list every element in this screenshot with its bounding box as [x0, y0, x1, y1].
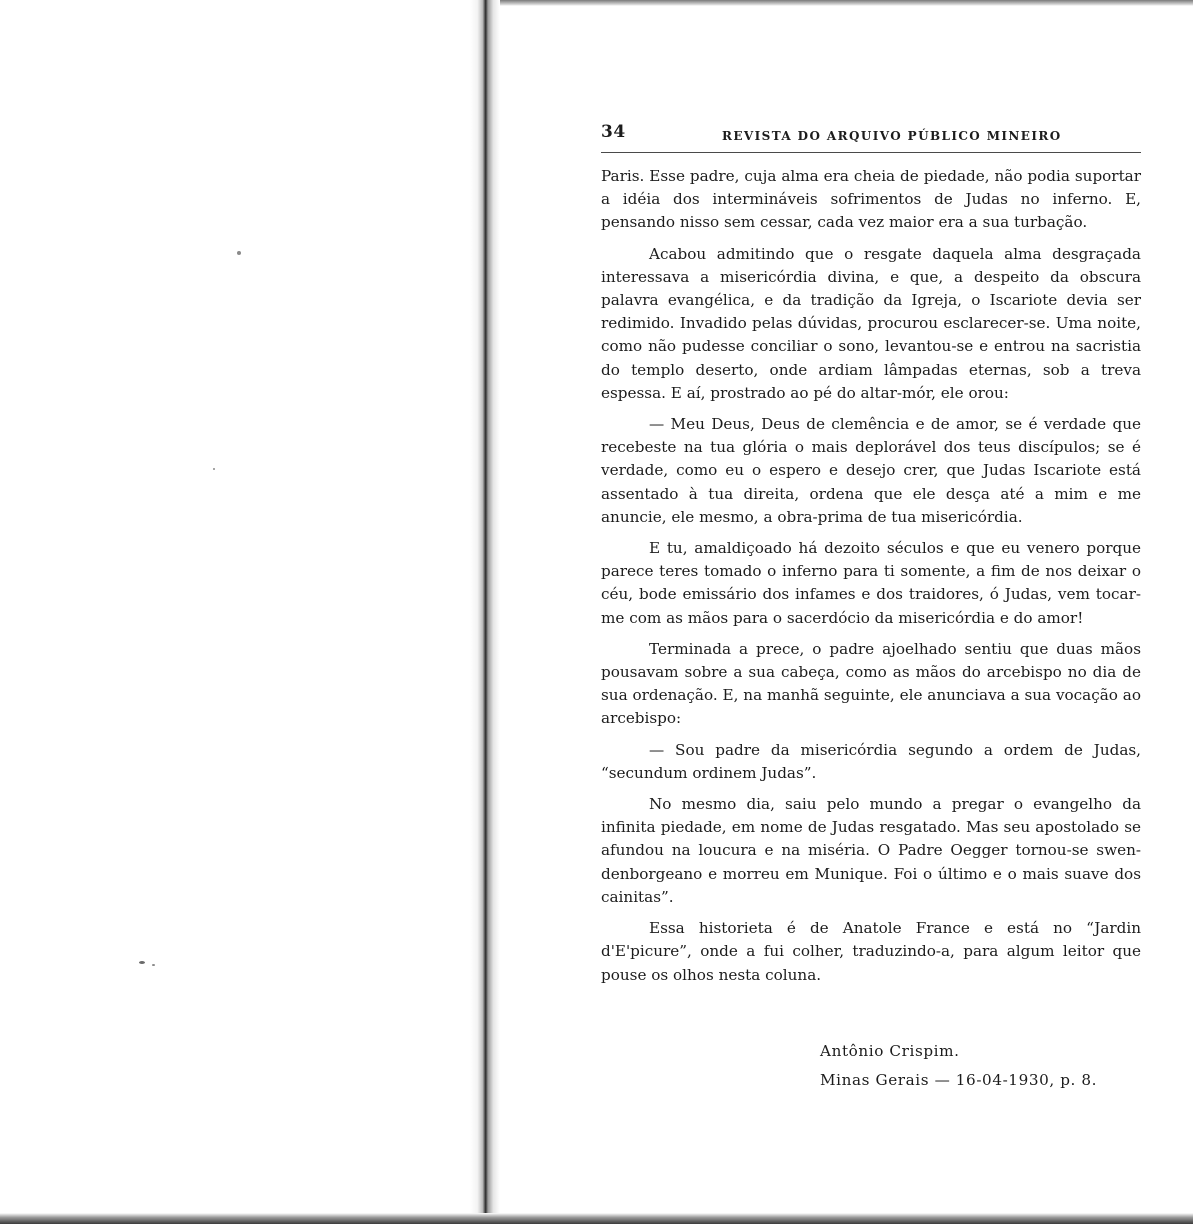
paragraph: E tu, amaldiçoado há dezoito séculos e que eu venero porque parece teres tomado o inferno para ti somente, a fim de nos deixar o céu, bode emissário dos infames e dos traidores, ó Judas, vem tocar-me com as mãos para o sacerdócio da misericórdia e do amor! — [601, 539, 1141, 627]
scan-bottom-edge — [0, 1213, 1193, 1224]
paragraph: Paris. Esse padre, cuja alma era cheia de piedade, não podia suportar a idéia dos intermináveis sofrimentos de Judas no inferno. E, pensando nisso sem cessar, cada vez maior era a sua turbação. — [601, 167, 1141, 232]
dust-speck — [139, 961, 145, 964]
author-name: Antônio Crispim. — [820, 1042, 960, 1060]
source-citation: Minas Gerais — 16-04-1930, p. 8. — [820, 1071, 1098, 1089]
left-blank-page — [0, 0, 470, 1224]
paragraph: Essa historieta é de Anatole France e está no “Jardin d'E'picure”, onde a fui colher, traduzindo-a, para algum leitor que pouse os olhos nesta coluna. — [601, 919, 1141, 984]
paragraph: Terminada a prece, o padre ajoelhado sentiu que duas mãos pousavam sobre a sua cabeça, como as mãos do arcebispo no dia de sua ordenação. E, na manhã seguinte, ele anunciava a sua vocação ao arcebispo: — [601, 639, 1141, 728]
signature-block — [820, 1037, 1097, 1095]
book-spine-gutter — [470, 0, 500, 1224]
right-text-page — [500, 0, 1193, 1224]
article-body — [601, 165, 1141, 995]
dust-speck — [213, 468, 215, 470]
header-rule — [601, 152, 1141, 153]
paragraph: No mesmo dia, saiu pelo mundo a pregar o evangelho da infinita piedade, em nome de Judas resgatado. Mas seu apostolado se afundou na loucura e na miséria. O Padre Oegger tornou-se swen-denborgeano e morreu em Munique. Foi o último e o mais suave dos cainitas”. — [601, 795, 1141, 906]
dust-speck — [237, 251, 241, 255]
paragraph: — Meu Deus, Deus de clemência e de amor, se é verdade que recebeste na tua glória o mais deplorável dos teus discípulos; se é verdade, como eu o espero e desejo crer, que Judas Iscariote está assentado à tua direita, ordena que ele desça até a mim e me anuncie, ele mesmo, a obra-prima de tua misericórdia. — [601, 415, 1141, 526]
paragraph: Acabou admitindo que o resgate daquela alma desgraçada interessava a misericórdia divina, e que, a despeito da obscura palavra evangélica, e da tradição da Igreja, o Iscariote devia ser redimido. Invadido pelas dúvidas, procurou esclarecer-se. Uma noite, como não pudesse conciliar o sono, levantou-se e entrou na sacristia do templo deserto, onde ardiam lâmpadas eternas, sob a treva espessa. E aí, prostrado ao pé do altar-mór, ele orou: — [601, 244, 1141, 402]
running-title: REVISTA DO ARQUIVO PÚBLICO MINEIRO — [722, 129, 1062, 143]
dust-speck — [152, 964, 155, 966]
page-number: 34 — [601, 122, 626, 142]
paragraph: — Sou padre da misericórdia segundo a ordem de Judas, “secundum ordinem Judas”. — [601, 740, 1141, 782]
